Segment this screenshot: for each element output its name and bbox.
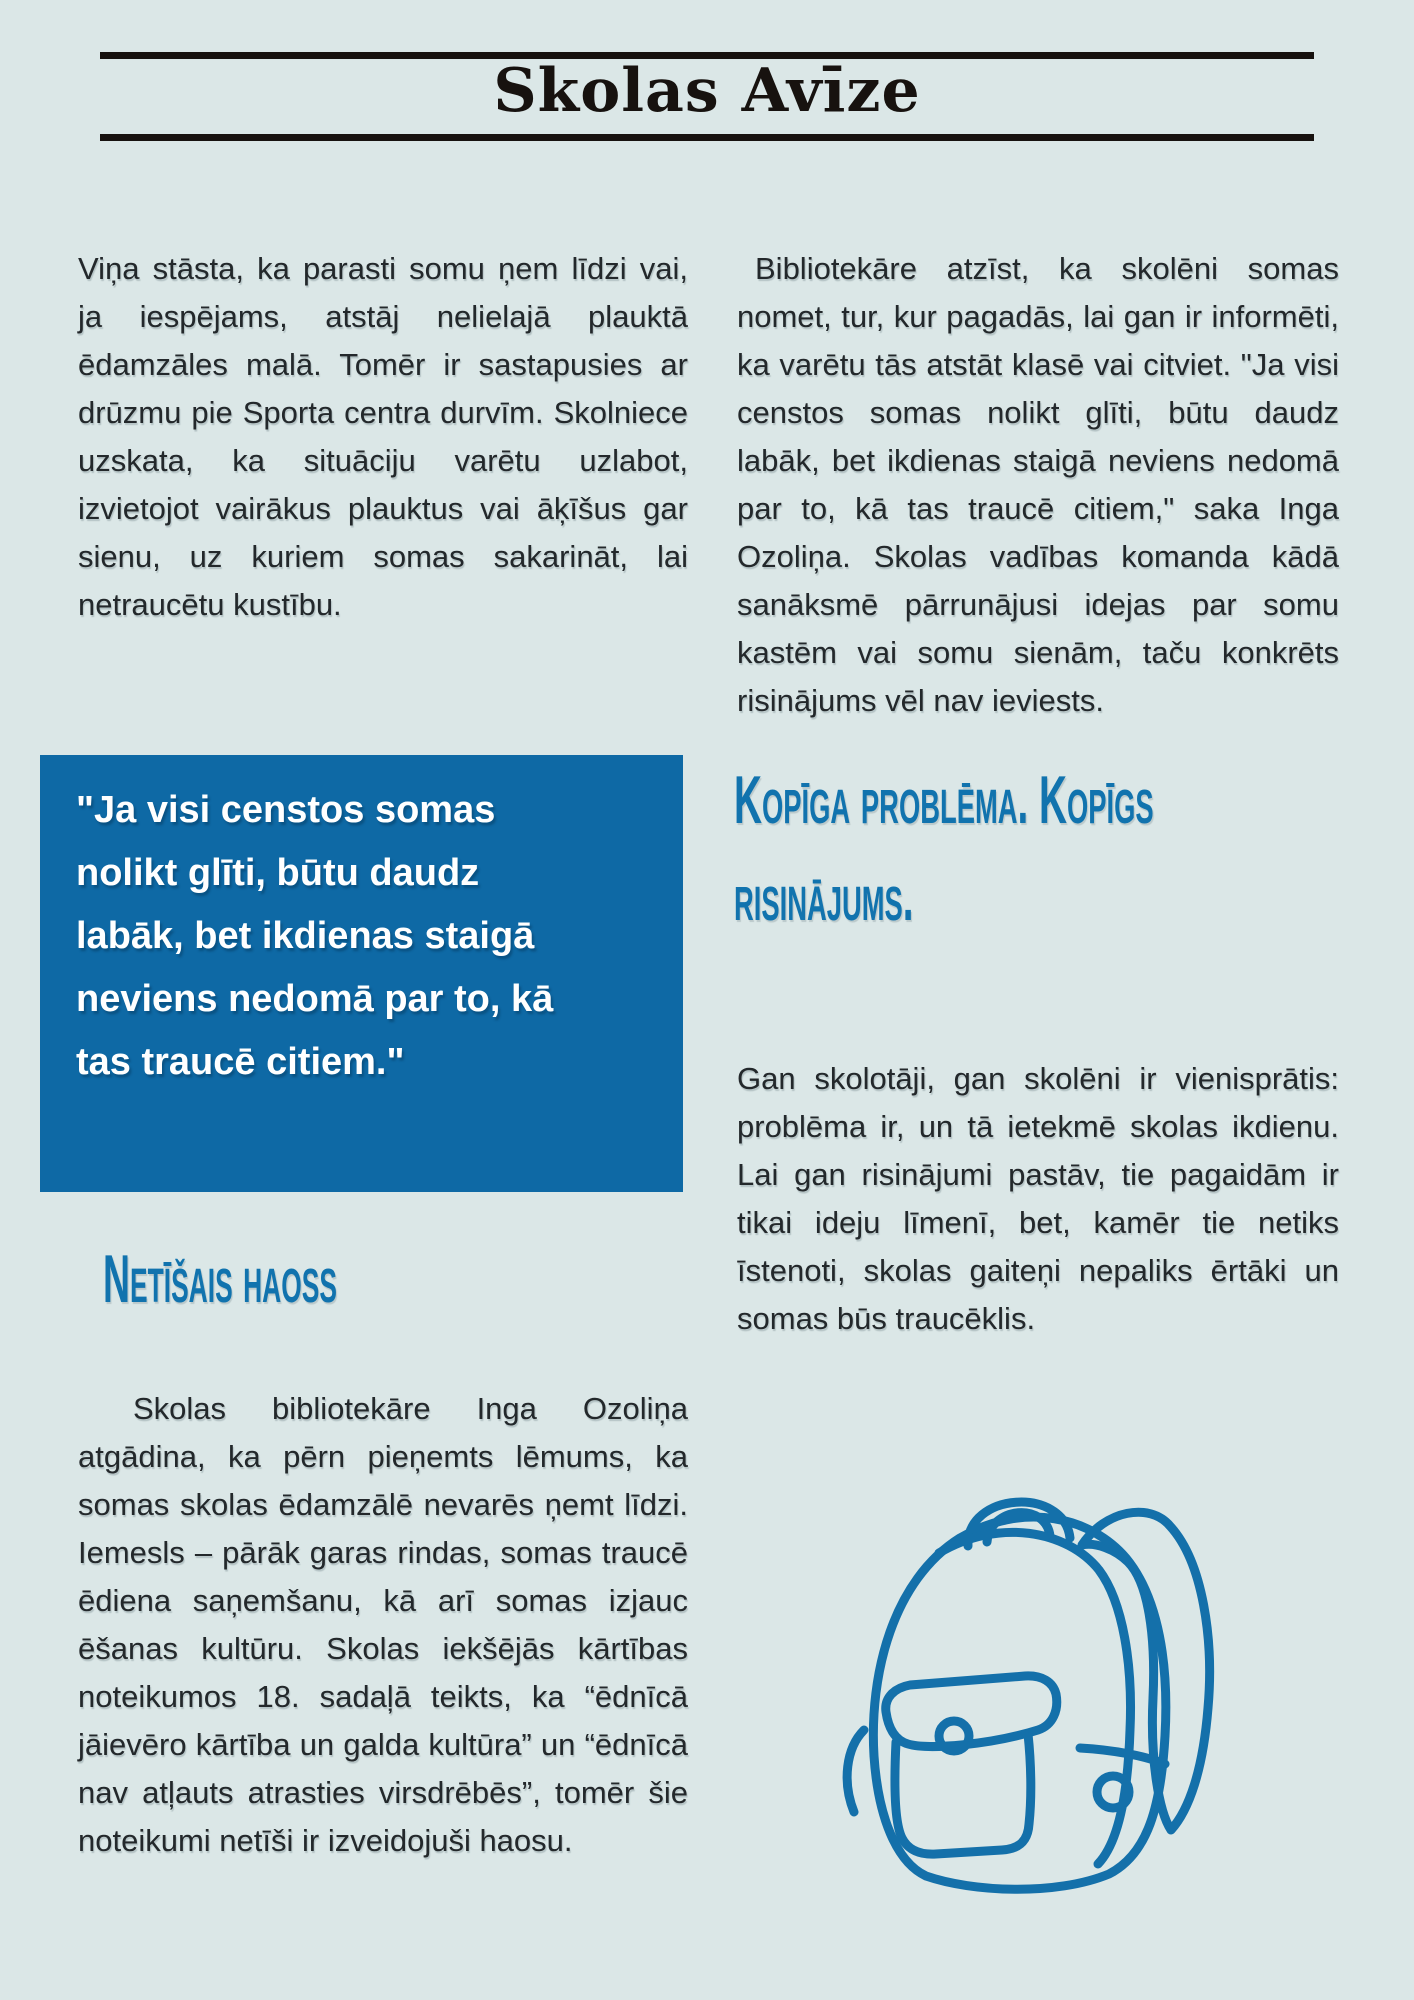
- backpack-left-loop: [847, 1730, 864, 1812]
- section-heading-kopiga-problema: Kopīga problēma. Kopīgs risinājums.: [734, 762, 1154, 935]
- left-column-paragraph-2: Skolas bibliotekāre Inga Ozoliņa atgādina, ka pērn pieņemts lēmums, ka somas skolas ēdamzālē nevarēs ņemt līdzi. Iemesls – pārāk garas rindas, somas traucē ēdiena saņemšanu, kā arī somas izjauc ēšanas kultūru. Skolas iekšējās kārtības noteikumos 18. sadaļā teikts, ka “ēdnīcā jāievēro kārtība un galda kultūra” un “ēdnīcā nav atļauts atrasties virsdrēbēs”, tomēr šie noteikumi netīši ir izveidojuši haosu.: [78, 1391, 688, 1858]
- pull-quote-box: [40, 755, 683, 1192]
- section-heading-netisais-haoss: Netīšais haoss: [103, 1241, 337, 1317]
- backpack-body: [873, 1517, 1165, 1889]
- pull-quote-text: "Ja visi censtos somas nolikt glīti, būtu daudz labāk, bet ikdienas staigā neviens nedomā par to, kā tas traucē citiem.": [76, 789, 554, 1083]
- right-column-paragraph-1: Bibliotekāre atzīst, ka skolēni somas nomet, tur, kur pagadās, lai gan ir informēti, ka varētu tās atstāt klasē vai citviet. "Ja visi censtos somas nolikt glīti, būtu daudz labāk, bet ikdienas staigā neviens nedomā par to, kā tas traucē citiem," saka Inga Ozoliņa. Skolas vadības komanda kādā sanāksmē pārrunājusi idejas par somu kastēm vai somu sienām, taču konkrēts risinājums vēl nav ieviests.: [737, 251, 1339, 718]
- backpack-pocket-button: [939, 1721, 969, 1751]
- backpack-front-seam: [939, 1532, 1131, 1864]
- backpack-icon: [820, 1430, 1240, 1930]
- masthead-rule-bottom: [100, 134, 1314, 141]
- left-column-paragraph-1: Viņa stāsta, ka parasti somu ņem līdzi vai, ja iespējams, atstāj nelielajā plauktā ēdamzāles malā. Tomēr ir sastapusies ar drūzmu pie Sporta centra durvīm. Skolniece uzskata, ka situāciju varētu uzlabot, izvietojot vairākus plauktus vai āķīšus gar sienu, uz kuriem somas sakarināt, lai netraucētu kustību.: [78, 251, 688, 622]
- right-column-paragraph-2: Gan skolotāji, gan skolēni ir vienisprātis: problēma ir, un tā ietekmē skolas ikdienu. Lai gan risinājumi pastāv, tie pagaidām ir tikai ideju līmenī, bet, kamēr tie netiks īstenoti, skolas gaiteņi nepaliks ērtāki un somas būs traucēklis.: [737, 1061, 1339, 1336]
- masthead-title: Skolas Avīze: [493, 56, 921, 126]
